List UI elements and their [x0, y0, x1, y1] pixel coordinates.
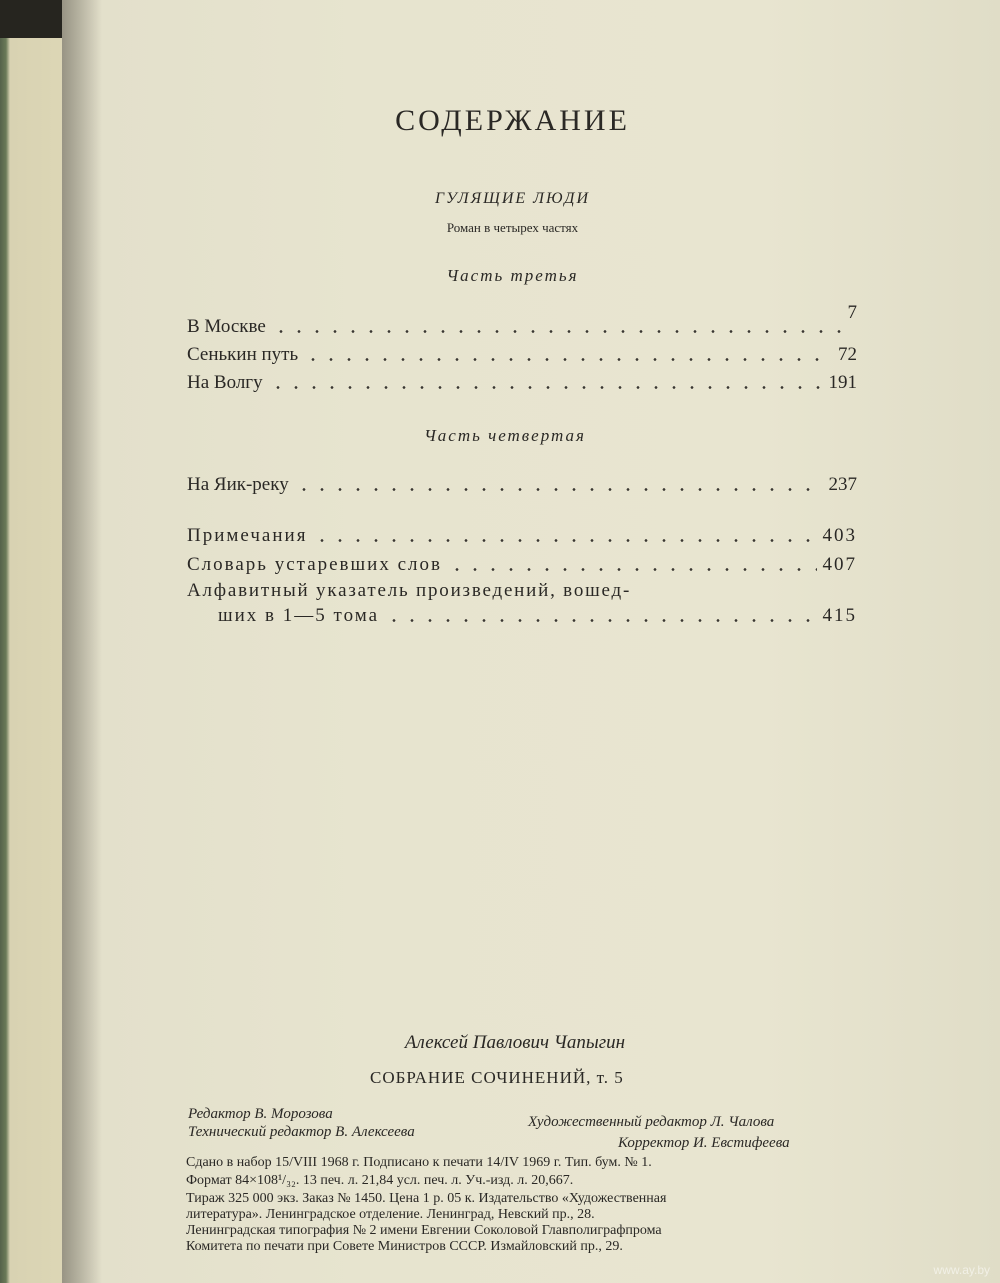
- toc-heading: СОДЕРЖАНИЕ: [395, 104, 630, 137]
- dot-leader: [304, 358, 832, 361]
- toc-entry-title: Сенькин путь: [187, 344, 299, 365]
- toc-entry: [187, 302, 857, 338]
- collection-title: СОБРАНИЕ СОЧИНЕНИЙ, т. 5: [370, 1068, 624, 1087]
- art-editor-credit: Художественный редактор Л. Чалова: [528, 1114, 775, 1130]
- work-title: ГУЛЯЩИЕ ЛЮДИ: [434, 190, 591, 207]
- dot-leader: [272, 330, 842, 333]
- work-subtitle: Роман в четырех частях: [446, 220, 579, 235]
- toc-entry-page: 407: [822, 554, 857, 575]
- dot-leader: [313, 539, 816, 542]
- dot-leader: [448, 568, 817, 571]
- toc-entry: [187, 550, 857, 576]
- toc-entry-page: 237: [828, 474, 857, 495]
- imprint-line: Тираж 325 000 экз. Заказ № 1450. Цена 1 р. 05 к. Издательство «Художественная: [186, 1191, 667, 1206]
- toc-entry: [187, 368, 857, 394]
- toc-entry-title: Примечания: [187, 525, 308, 546]
- dot-leader: [269, 386, 823, 389]
- imprint-line: Комитета по печати при Совете Министров СССР. Измайловский пр., 29.: [186, 1239, 623, 1254]
- dot-leader: [385, 619, 816, 622]
- watermark: www.ay.by: [933, 1263, 990, 1277]
- toc-entry-title: В Москве: [187, 316, 266, 337]
- toc-entry: [218, 601, 857, 627]
- editor-credit: Редактор В. Морозова: [188, 1106, 333, 1122]
- imprint-line: Сдано в набор 15/VIII 1968 г. Подписано к печати 14/IV 1969 г. Тип. бум. № 1.: [186, 1155, 652, 1170]
- toc-entry: [187, 521, 857, 547]
- toc-entry-page: 191: [828, 372, 857, 393]
- part-four-heading: Часть четвертая: [424, 426, 586, 445]
- toc-entry: [187, 340, 857, 366]
- toc-entry-title: На Волгу: [187, 372, 263, 393]
- imprint-line: литература». Ленинградское отделение. Ленинград, Невский пр., 28.: [186, 1207, 595, 1222]
- part-three-heading: Часть третья: [446, 266, 579, 285]
- imprint-line: Формат 84×108¹/₃₂. 13 печ. л. 21,84 усл. печ. л. Уч.-изд. л. 20,667.: [186, 1173, 574, 1188]
- dot-leader: [295, 488, 823, 491]
- tech-editor-credit: Технический редактор В. Алексеева: [188, 1124, 415, 1140]
- toc-entry-page: 7: [847, 302, 857, 323]
- toc-entry-title: На Яик-реку: [187, 474, 289, 495]
- toc-entry-title: ших в 1—5 тома: [218, 605, 380, 626]
- toc-entry-page: 72: [838, 344, 857, 365]
- toc-entry-title-line: Алфавитный указатель произведений, вошед-: [187, 580, 632, 601]
- toc-entry-page: 403: [822, 525, 857, 546]
- author-name: Алексей Павлович Чапыгин: [404, 1032, 626, 1053]
- toc-entry-page: 415: [822, 605, 857, 626]
- toc-entry-title: Словарь устаревших слов: [187, 554, 442, 575]
- imprint-line: Ленинградская типография № 2 имени Евгении Соколовой Главполиграфпрома: [186, 1223, 662, 1238]
- toc-entry: [187, 470, 857, 496]
- corrector-credit: Корректор И. Евстифеева: [618, 1135, 790, 1151]
